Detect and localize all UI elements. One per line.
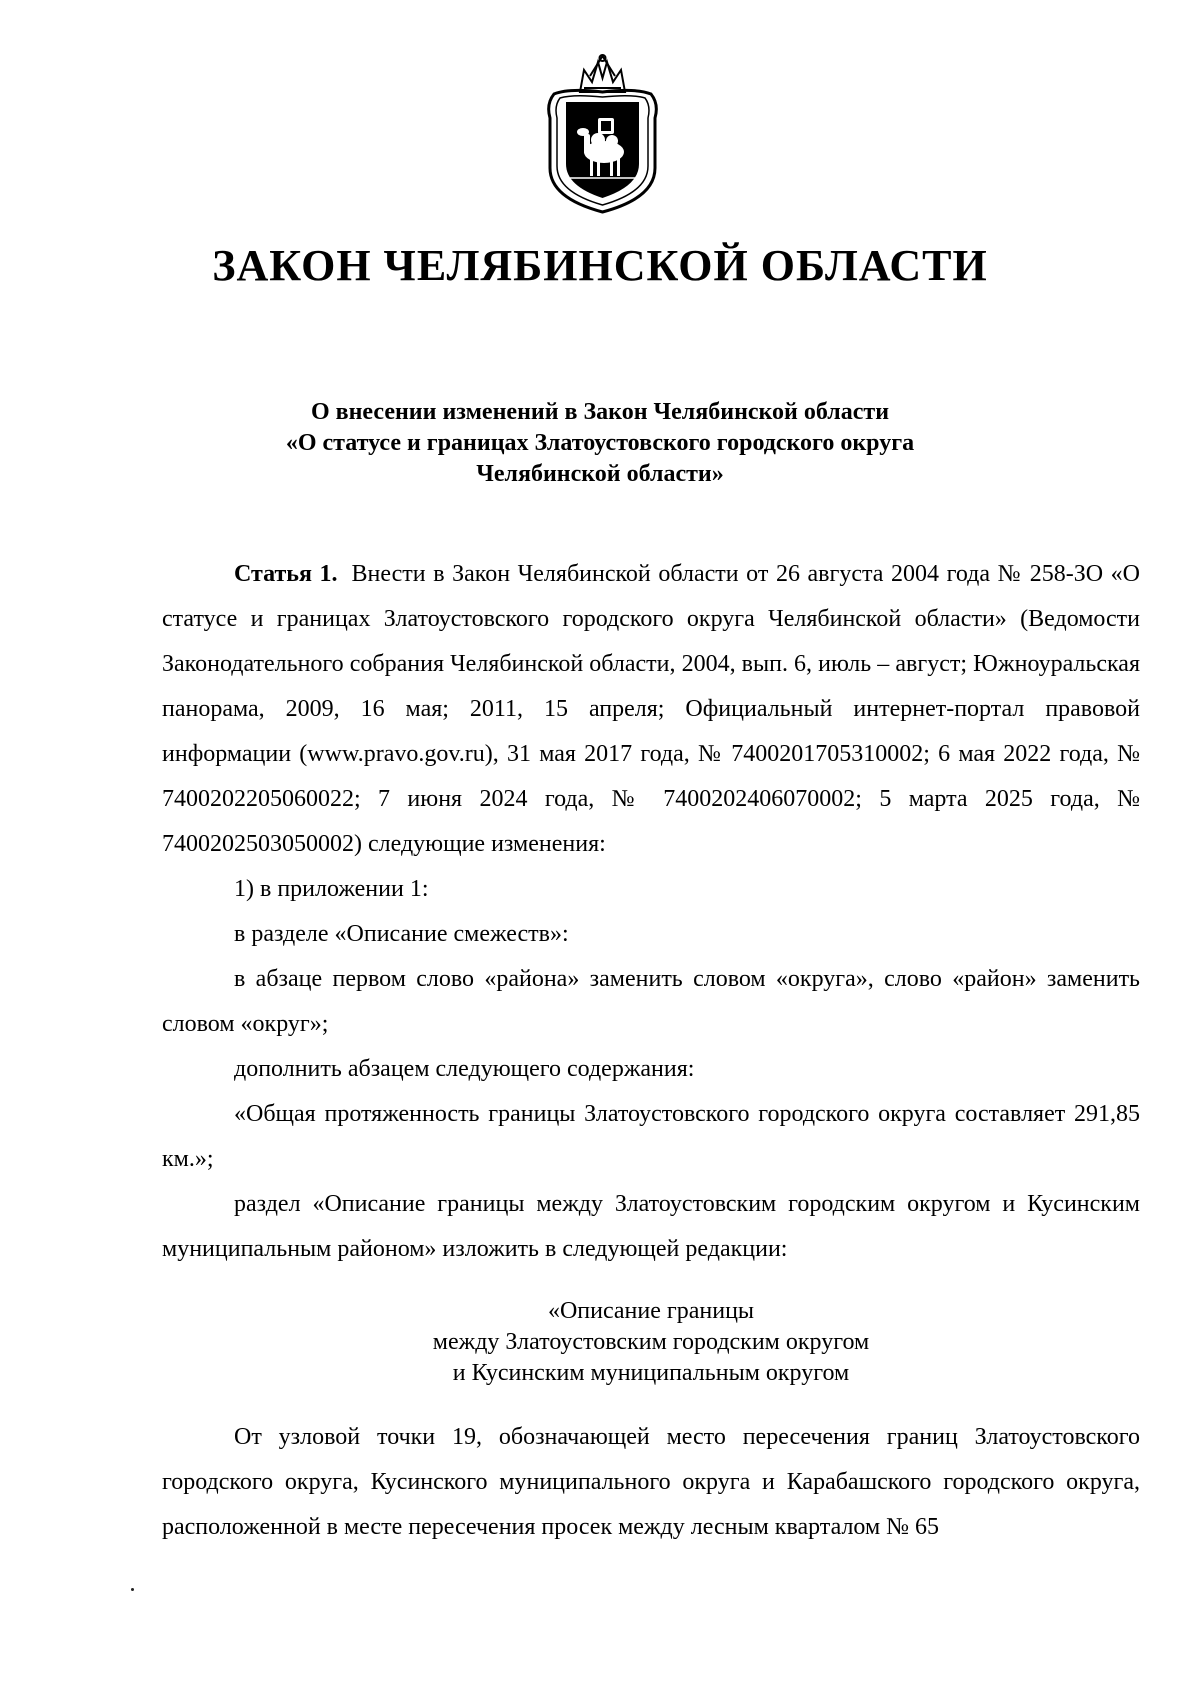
article-body — [162, 552, 1140, 1550]
paragraph: раздел «Описание границы между Златоустовским городским округом и Кусинским муниципальным районом» изложить в следующей редакции: — [162, 1191, 1140, 1262]
section-heading-line: между Златоустовским городским округом — [432, 1329, 870, 1355]
subject-line: Челябинской области» — [476, 461, 724, 487]
paragraph: в абзаце первом слово «района» заменить словом «округа», слово «район» заменить словом «округ»; — [162, 966, 1140, 1037]
subject-line: О внесении изменений в Закон Челябинской области — [310, 399, 890, 425]
paragraph: в разделе «Описание смежеств»: — [234, 921, 569, 947]
article-label: Статья 1. — [234, 561, 338, 587]
article-intro-text: Внести в Закон Челябинской области от 26 августа 2004 года № 258-ЗО «О статусе и границах Златоустовского городского округа Челябинской области» (Ведомости Законодательного собрания Челябинской области, 2004, вып. 6, июль – август; Южноуральская панорама, 2009, 16 мая; 2011, 15 апреля; Официальный интернет-портал правовой информации (www.pravo.gov.ru), 31 мая 2017 года, № 7400201705310002; 6 мая 2022 года, № 7400202205060022; 7 июня 2024 года, № 7400202406070002; 5 марта 2025 года, № 7400202503050002) следующие изменения: — [162, 561, 1140, 857]
section-heading-line: «Описание границы — [547, 1298, 755, 1324]
law-title: ЗАКОН ЧЕЛЯБИНСКОЙ ОБЛАСТИ — [212, 241, 988, 290]
paragraph: дополнить абзацем следующего содержания: — [234, 1056, 695, 1082]
section-heading — [162, 1296, 1140, 1389]
scan-speck — [131, 1588, 134, 1591]
subject-line: «О статусе и границах Златоустовского городского округа — [285, 430, 915, 456]
paragraph: «Общая протяженность границы Златоустовского городского округа составляет 291,85 км.»; — [162, 1101, 1140, 1172]
article-intro-paragraph — [162, 552, 1140, 867]
paragraph: От узловой точки 19, обозначающей место пересечения границ Златоустовского городского округа, Кусинского муниципального округа и Карабашского городского округа, расположенной в месте пересечения просек между лесным кварталом № 65 — [162, 1424, 1140, 1540]
section-heading-line: и Кусинским муниципальным округом — [452, 1360, 850, 1386]
document-subject — [0, 397, 1200, 490]
paragraph: 1) в приложении 1: — [234, 876, 429, 902]
coat-of-arms-icon — [540, 48, 665, 216]
